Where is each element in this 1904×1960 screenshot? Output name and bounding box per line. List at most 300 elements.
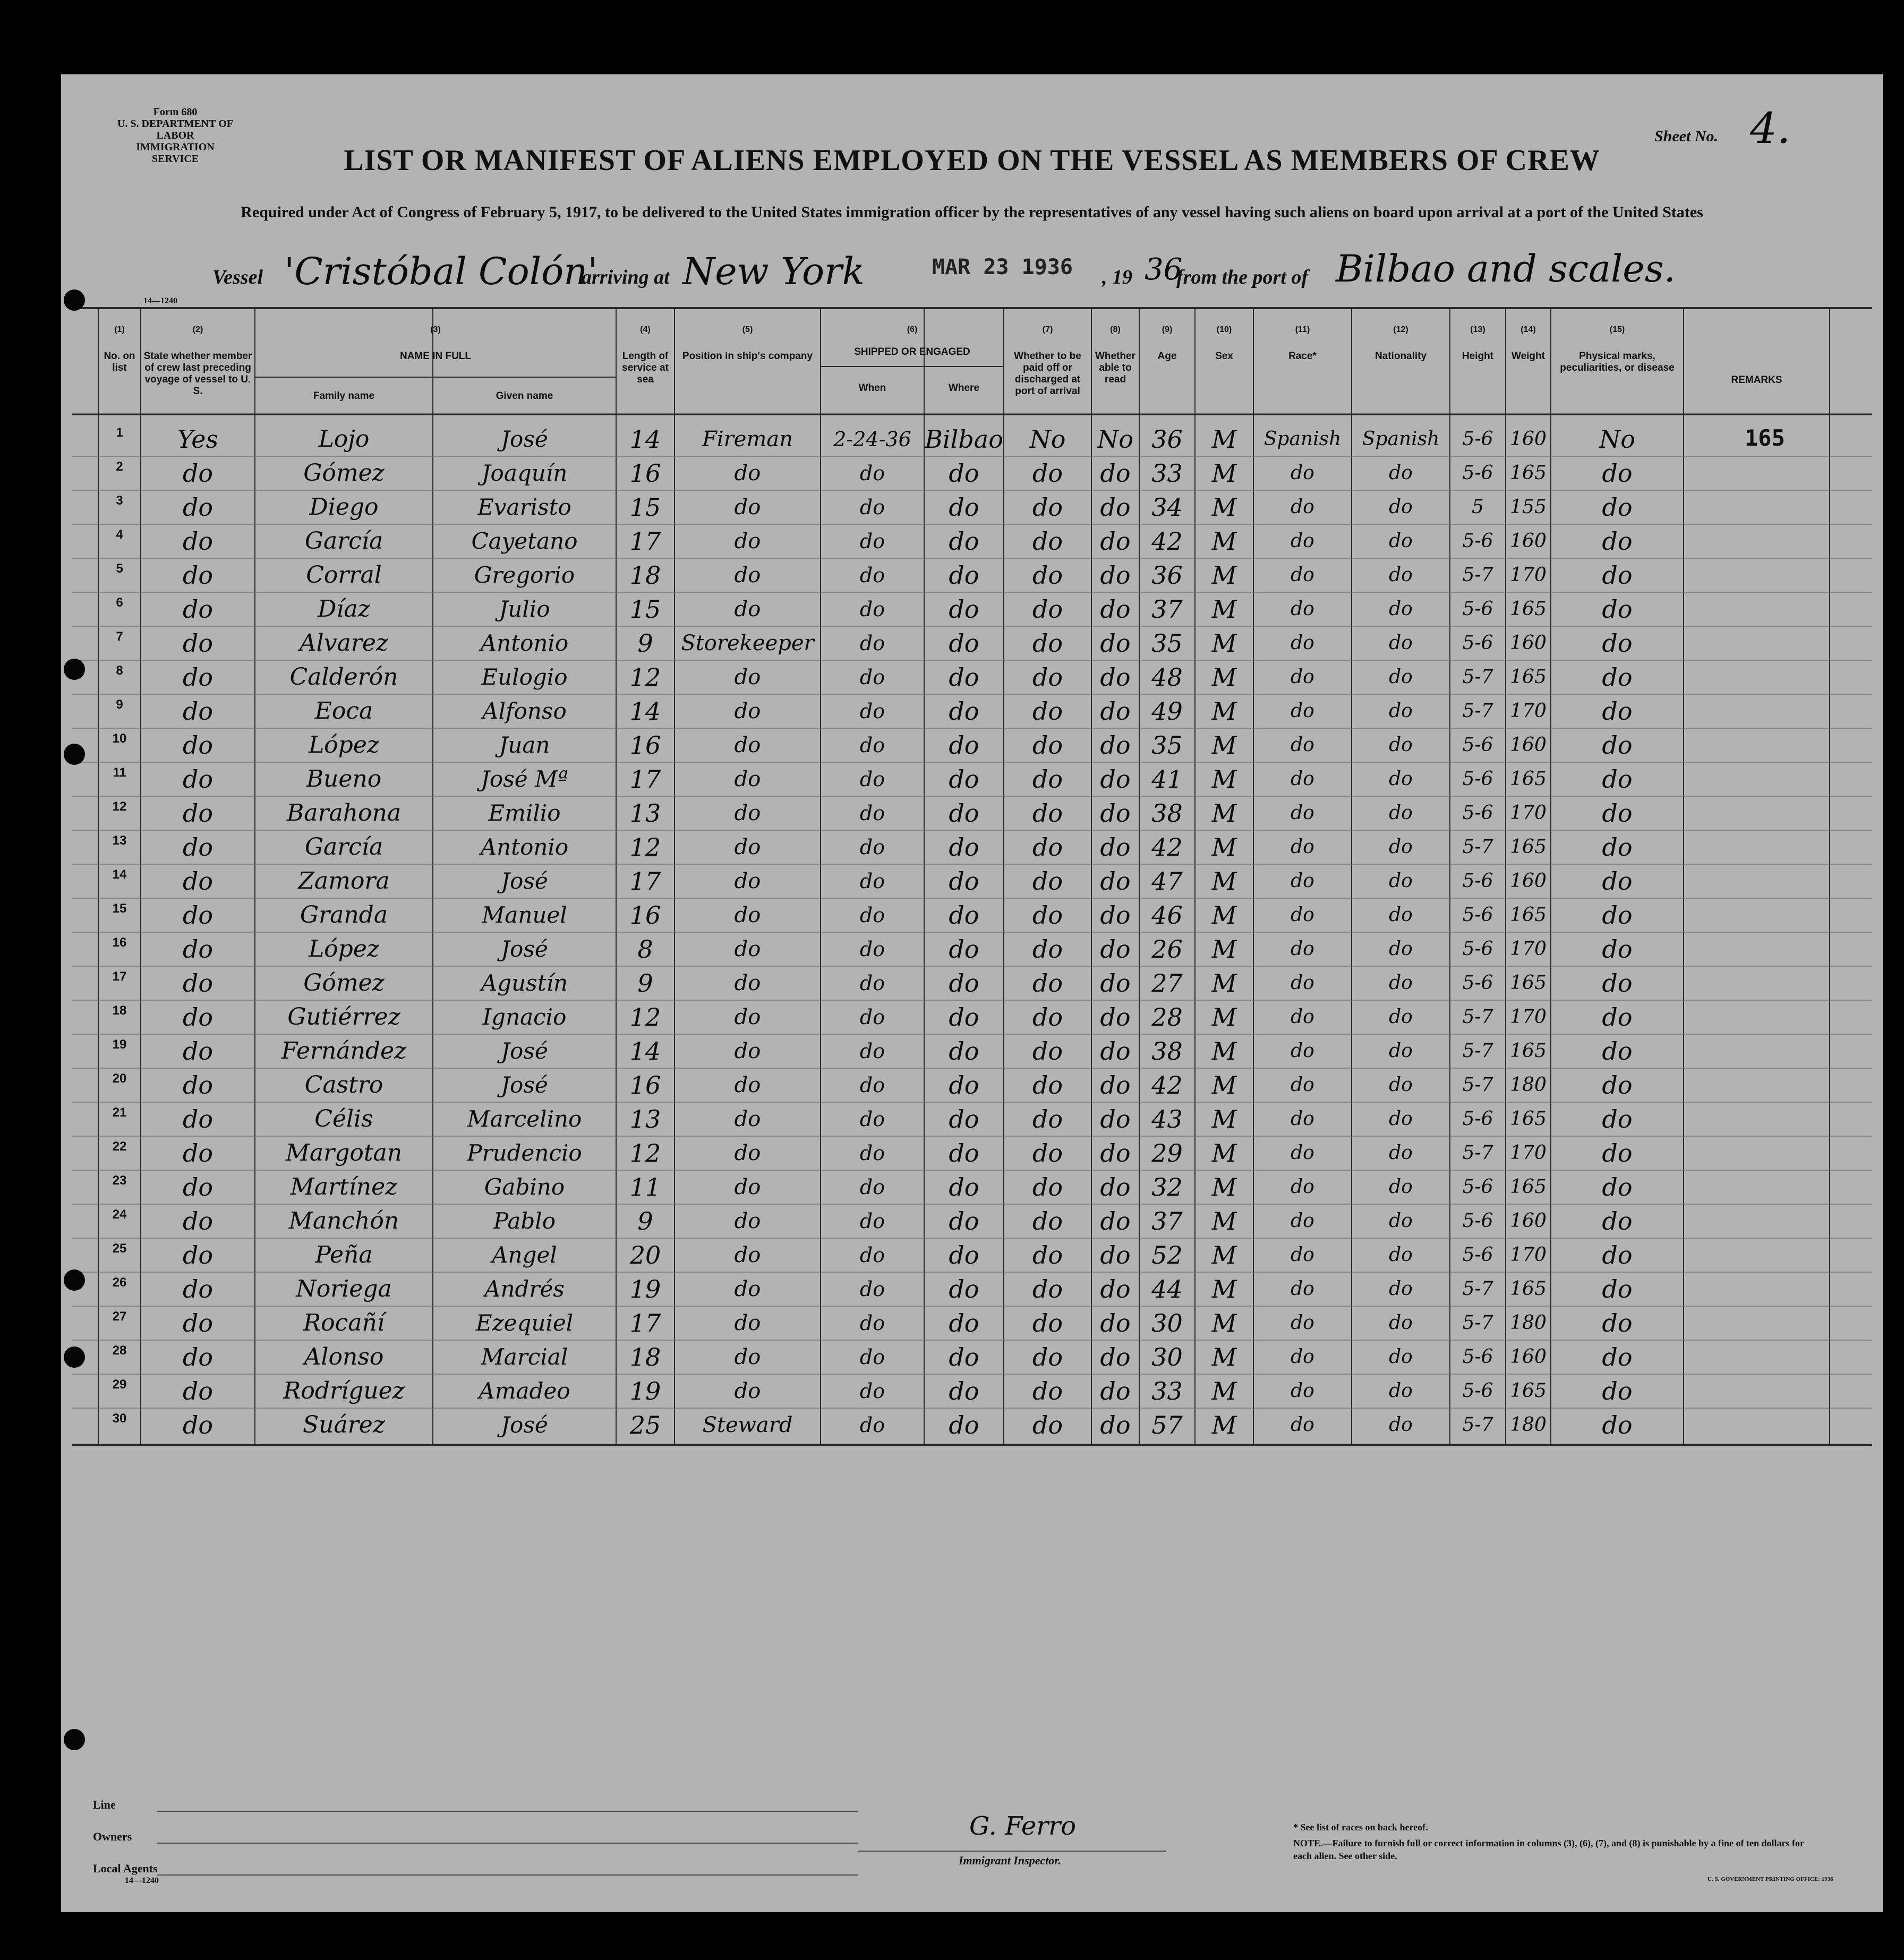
cell-read: do bbox=[1100, 595, 1131, 624]
service-name: IMMIGRATION SERVICE bbox=[136, 141, 215, 165]
arriving-label: arriving at bbox=[582, 266, 670, 288]
cell-service: 14 bbox=[629, 425, 661, 454]
cell-age: 35 bbox=[1151, 629, 1183, 658]
cell-family: Díaz bbox=[318, 595, 370, 623]
printer-note: U. S. GOVERNMENT PRINTING OFFICE: 1936 bbox=[1707, 1876, 1833, 1882]
cell-nationality: do bbox=[1389, 700, 1413, 722]
column-where-label: Where bbox=[948, 382, 980, 394]
cell-nationality: do bbox=[1389, 1380, 1413, 1402]
cell-family: Rodríguez bbox=[283, 1377, 405, 1404]
cell-service: 15 bbox=[629, 595, 661, 624]
cell-prev: do bbox=[182, 697, 214, 726]
cell-weight: 170 bbox=[1510, 564, 1547, 586]
cell-height: 5-7 bbox=[1462, 836, 1493, 858]
page-subtitle: Required under Act of Congress of February 5, 1917, to be delivered to the United States immigration officer by the representatives of any vessel having such aliens on board upon arrival at a port of the United States bbox=[241, 203, 1703, 221]
cell-paid: do bbox=[1032, 1377, 1063, 1405]
cell-service: 19 bbox=[629, 1275, 661, 1303]
column-c5-number: (5) bbox=[742, 325, 753, 334]
cell-given: Ezequiel bbox=[475, 1310, 574, 1336]
row-number: 14 bbox=[112, 867, 127, 882]
cell-age: 38 bbox=[1151, 1037, 1183, 1066]
cell-height: 5-7 bbox=[1462, 1074, 1493, 1096]
cell-nationality: do bbox=[1389, 598, 1413, 620]
cell-service: 16 bbox=[629, 901, 661, 930]
cell-weight: 165 bbox=[1510, 904, 1547, 926]
column-c7-number: (7) bbox=[1042, 325, 1053, 334]
cell-race: do bbox=[1291, 700, 1314, 722]
cell-height: 5-6 bbox=[1462, 462, 1493, 484]
form-code: 14—1240 bbox=[143, 296, 177, 305]
cell-race: do bbox=[1291, 530, 1314, 552]
row-number: 6 bbox=[116, 595, 123, 610]
cell-age: 42 bbox=[1151, 527, 1183, 556]
cell-where: do bbox=[949, 799, 979, 828]
row-number: 5 bbox=[116, 561, 123, 576]
cell-sex: M bbox=[1211, 765, 1237, 794]
cell-prev: do bbox=[182, 1207, 214, 1235]
cell-height: 5-6 bbox=[1462, 904, 1493, 926]
cell-given: Marcelino bbox=[467, 1106, 582, 1132]
cell-weight: 170 bbox=[1510, 938, 1547, 960]
cell-family: Diego bbox=[309, 493, 379, 521]
cell-service: 18 bbox=[629, 1343, 661, 1371]
cell-paid: do bbox=[1032, 833, 1063, 862]
cell-paid: do bbox=[1032, 1309, 1063, 1337]
cell-family: Peña bbox=[315, 1241, 373, 1268]
cell-where: do bbox=[949, 1173, 979, 1201]
cell-when: do bbox=[859, 1209, 885, 1233]
cell-position: do bbox=[734, 1379, 761, 1403]
cell-sex: M bbox=[1211, 1105, 1237, 1134]
cell-nationality: do bbox=[1389, 1346, 1413, 1368]
cell-race: do bbox=[1291, 870, 1314, 892]
cell-weight: 165 bbox=[1510, 1176, 1547, 1198]
cell-weight: 165 bbox=[1510, 836, 1547, 858]
cell-marks: do bbox=[1602, 969, 1633, 998]
cell-given: José bbox=[501, 936, 548, 962]
cell-nationality: do bbox=[1389, 1278, 1413, 1300]
cell-race: do bbox=[1291, 496, 1314, 518]
cell-service: 17 bbox=[629, 867, 661, 896]
cell-sex: M bbox=[1211, 527, 1237, 556]
row-number: 7 bbox=[116, 629, 123, 644]
cell-prev: do bbox=[182, 629, 214, 658]
cell-when: do bbox=[859, 564, 885, 587]
cell-paid: do bbox=[1032, 1241, 1063, 1269]
cell-family: Eoca bbox=[314, 697, 373, 725]
cell-race: do bbox=[1291, 972, 1314, 994]
row-number: 8 bbox=[116, 663, 123, 678]
cell-position: do bbox=[734, 1277, 761, 1301]
cell-nationality: do bbox=[1389, 768, 1413, 790]
cell-weight: 160 bbox=[1510, 1346, 1547, 1368]
cell-prev: do bbox=[182, 935, 214, 964]
cell-when: do bbox=[859, 1039, 885, 1063]
cell-paid: do bbox=[1032, 1139, 1063, 1168]
row-number: 23 bbox=[112, 1173, 127, 1188]
cell-given: Angel bbox=[492, 1242, 557, 1268]
sheet-number: 4. bbox=[1750, 104, 1791, 153]
cell-race: Spanish bbox=[1263, 428, 1342, 450]
cell-prev: Yes bbox=[177, 425, 219, 454]
cell-when: do bbox=[859, 666, 885, 689]
cell-where: do bbox=[949, 833, 979, 862]
cell-read: do bbox=[1100, 1173, 1131, 1201]
cell-age: 37 bbox=[1151, 1207, 1183, 1235]
cell-height: 5-6 bbox=[1462, 938, 1493, 960]
cell-prev: do bbox=[182, 833, 214, 862]
cell-position: do bbox=[734, 1209, 761, 1233]
cell-weight: 180 bbox=[1510, 1414, 1547, 1436]
cell-age: 46 bbox=[1151, 901, 1183, 930]
cell-marks: do bbox=[1602, 1003, 1633, 1032]
row-number: 27 bbox=[112, 1309, 127, 1324]
cell-service: 15 bbox=[629, 493, 661, 522]
cell-paid: do bbox=[1032, 1275, 1063, 1303]
local-agents-label: Local Agents bbox=[93, 1862, 158, 1875]
row-number: 9 bbox=[116, 697, 123, 712]
cell-where: do bbox=[949, 459, 979, 488]
cell-sex: M bbox=[1211, 459, 1237, 488]
column-c13-number: (13) bbox=[1470, 325, 1485, 334]
column-c11-label: Race* bbox=[1288, 351, 1317, 362]
cell-family: Corral bbox=[306, 561, 382, 589]
cell-given: Gabino bbox=[484, 1174, 565, 1200]
cell-service: 19 bbox=[629, 1377, 661, 1405]
cell-age: 47 bbox=[1151, 867, 1183, 896]
cell-when: do bbox=[859, 768, 885, 791]
cell-prev: do bbox=[182, 1343, 214, 1371]
cell-when: do bbox=[859, 496, 885, 519]
cell-nationality: do bbox=[1389, 972, 1413, 994]
cell-prev: do bbox=[182, 901, 214, 930]
column-shipped-label: SHIPPED OR ENGAGED bbox=[854, 346, 970, 357]
cell-age: 43 bbox=[1151, 1105, 1183, 1134]
cell-read: do bbox=[1100, 1377, 1131, 1405]
cell-where: do bbox=[949, 1071, 979, 1100]
column-c14-label: Weight bbox=[1512, 351, 1545, 362]
cell-family: Lojo bbox=[318, 425, 370, 453]
cell-race: do bbox=[1291, 598, 1314, 620]
column-c11-number: (11) bbox=[1295, 325, 1310, 334]
cell-service: 16 bbox=[629, 459, 661, 488]
cell-height: 5-6 bbox=[1462, 768, 1493, 790]
cell-given: José bbox=[501, 426, 548, 452]
cell-when: do bbox=[859, 1141, 885, 1165]
cell-race: do bbox=[1291, 1244, 1314, 1266]
cell-prev: do bbox=[182, 1275, 214, 1303]
cell-race: do bbox=[1291, 462, 1314, 484]
cell-nationality: do bbox=[1389, 1108, 1413, 1130]
cell-marks: do bbox=[1602, 629, 1633, 658]
cell-weight: 165 bbox=[1510, 972, 1547, 994]
cell-given: Emilio bbox=[488, 800, 561, 826]
cell-given: Antonio bbox=[480, 834, 569, 860]
cell-position: do bbox=[734, 495, 761, 519]
cell-marks: do bbox=[1602, 1343, 1633, 1371]
cell-where: do bbox=[949, 1343, 979, 1371]
cell-read: No bbox=[1097, 425, 1133, 454]
cell-when: do bbox=[859, 1175, 885, 1199]
cell-when: do bbox=[859, 1073, 885, 1097]
cell-given: Marcial bbox=[481, 1344, 568, 1370]
cell-service: 17 bbox=[629, 765, 661, 794]
cell-read: do bbox=[1100, 493, 1131, 522]
cell-marks: do bbox=[1602, 1037, 1633, 1066]
cell-given: Agustín bbox=[481, 970, 568, 996]
cell-position: do bbox=[734, 1175, 761, 1199]
cell-family: Suárez bbox=[303, 1411, 385, 1438]
page-title: LIST OR MANIFEST OF ALIENS EMPLOYED ON THE VESSEL AS MEMBERS OF CREW bbox=[344, 144, 1600, 177]
cell-paid: do bbox=[1032, 1173, 1063, 1201]
cell-read: do bbox=[1100, 527, 1131, 556]
inspector-label: Immigrant Inspector. bbox=[959, 1854, 1062, 1867]
cell-service: 20 bbox=[629, 1241, 661, 1269]
cell-paid: do bbox=[1032, 527, 1063, 556]
cell-service: 17 bbox=[629, 527, 661, 556]
cell-sex: M bbox=[1211, 1003, 1237, 1032]
cell-read: do bbox=[1100, 969, 1131, 998]
cell-age: 52 bbox=[1151, 1241, 1183, 1269]
cell-height: 5-7 bbox=[1462, 700, 1493, 722]
cell-position: Storekeeper bbox=[681, 631, 814, 655]
cell-prev: do bbox=[182, 1003, 214, 1032]
remarks-mark: 165 bbox=[1745, 425, 1785, 451]
cell-height: 5-6 bbox=[1462, 870, 1493, 892]
cell-where: do bbox=[949, 1275, 979, 1303]
cell-nationality: do bbox=[1389, 564, 1413, 586]
row-number: 28 bbox=[112, 1343, 127, 1358]
cell-where: do bbox=[949, 731, 979, 760]
cell-marks: do bbox=[1602, 799, 1633, 828]
cell-read: do bbox=[1100, 901, 1131, 930]
cell-age: 36 bbox=[1151, 425, 1183, 454]
cell-weight: 170 bbox=[1510, 700, 1547, 722]
cell-age: 28 bbox=[1151, 1003, 1183, 1032]
cell-race: do bbox=[1291, 1346, 1314, 1368]
cell-race: do bbox=[1291, 734, 1314, 756]
cell-nationality: do bbox=[1389, 938, 1413, 960]
cell-height: 5-6 bbox=[1462, 1210, 1493, 1232]
cell-paid: do bbox=[1032, 561, 1063, 590]
cell-nationality: do bbox=[1389, 1210, 1413, 1232]
cell-height: 5-7 bbox=[1462, 1006, 1493, 1028]
cell-read: do bbox=[1100, 697, 1131, 726]
cell-weight: 160 bbox=[1510, 632, 1547, 654]
column-c4-number: (4) bbox=[640, 325, 651, 334]
cell-height: 5-6 bbox=[1462, 1346, 1493, 1368]
cell-prev: do bbox=[182, 765, 214, 794]
cell-nationality: Spanish bbox=[1362, 428, 1440, 450]
row-number: 18 bbox=[112, 1003, 127, 1018]
cell-age: 36 bbox=[1151, 561, 1183, 590]
column-c9-label: Age bbox=[1157, 351, 1177, 362]
cell-race: do bbox=[1291, 1074, 1314, 1096]
cell-given: Prudencio bbox=[467, 1140, 582, 1166]
cell-sex: M bbox=[1211, 425, 1237, 454]
cell-read: do bbox=[1100, 1411, 1131, 1439]
cell-service: 13 bbox=[629, 799, 661, 828]
cell-sex: M bbox=[1211, 595, 1237, 624]
cell-age: 30 bbox=[1151, 1309, 1183, 1337]
cell-marks: do bbox=[1602, 1105, 1633, 1134]
cell-sex: M bbox=[1211, 1139, 1237, 1168]
cell-when: do bbox=[859, 836, 885, 859]
cell-prev: do bbox=[182, 1377, 214, 1405]
binder-hole bbox=[64, 1347, 85, 1368]
column-c2-number: (2) bbox=[192, 325, 203, 334]
cell-when: 2-24-36 bbox=[833, 428, 911, 451]
cell-read: do bbox=[1100, 663, 1131, 692]
cell-prev: do bbox=[182, 527, 214, 556]
cell-weight: 165 bbox=[1510, 598, 1547, 620]
cell-family: Barahona bbox=[286, 799, 402, 826]
cell-paid: do bbox=[1032, 969, 1063, 998]
cell-paid: do bbox=[1032, 1037, 1063, 1066]
cell-paid: do bbox=[1032, 765, 1063, 794]
cell-marks: No bbox=[1599, 425, 1635, 454]
cell-sex: M bbox=[1211, 1343, 1237, 1371]
cell-when: do bbox=[859, 632, 885, 655]
cell-read: do bbox=[1100, 765, 1131, 794]
cell-marks: do bbox=[1602, 1275, 1633, 1303]
cell-read: do bbox=[1100, 799, 1131, 828]
cell-when: do bbox=[859, 598, 885, 621]
cell-prev: do bbox=[182, 799, 214, 828]
cell-position: do bbox=[734, 563, 761, 587]
cell-position: do bbox=[734, 597, 761, 621]
cell-service: 25 bbox=[629, 1411, 661, 1439]
cell-when: do bbox=[859, 462, 885, 485]
binder-hole bbox=[64, 1729, 85, 1750]
cell-position: do bbox=[734, 971, 761, 995]
column-c15-number: (15) bbox=[1609, 325, 1625, 334]
cell-when: do bbox=[859, 802, 885, 825]
cell-sex: M bbox=[1211, 1071, 1237, 1100]
column-c6-number: (6) bbox=[907, 325, 918, 334]
cell-position: do bbox=[734, 801, 761, 825]
cell-position: do bbox=[734, 1243, 761, 1267]
cell-where: do bbox=[949, 1003, 979, 1032]
column-c12-label: Nationality bbox=[1374, 351, 1427, 362]
cell-given: Andrés bbox=[484, 1276, 565, 1302]
cell-prev: do bbox=[182, 595, 214, 624]
from-port-label: from the port of bbox=[1176, 266, 1309, 288]
cell-position: Steward bbox=[702, 1413, 793, 1437]
row-number: 29 bbox=[112, 1377, 127, 1392]
cell-nationality: do bbox=[1389, 530, 1413, 552]
column-c8-label: Whether able to read bbox=[1095, 351, 1135, 385]
cell-where: do bbox=[949, 901, 979, 930]
cell-age: 32 bbox=[1151, 1173, 1183, 1201]
cell-family: Martínez bbox=[290, 1173, 398, 1200]
cell-family: Fernández bbox=[281, 1037, 407, 1064]
cell-where: do bbox=[949, 663, 979, 692]
cell-position: do bbox=[734, 1141, 761, 1165]
cell-height: 5-7 bbox=[1462, 564, 1493, 586]
cell-age: 30 bbox=[1151, 1343, 1183, 1371]
cell-weight: 180 bbox=[1510, 1074, 1547, 1096]
cell-paid: do bbox=[1032, 731, 1063, 760]
cell-weight: 180 bbox=[1510, 1312, 1547, 1334]
cell-family: López bbox=[308, 935, 380, 962]
cell-prev: do bbox=[182, 969, 214, 998]
cell-prev: do bbox=[182, 1037, 214, 1066]
cell-read: do bbox=[1100, 1037, 1131, 1066]
cell-nationality: do bbox=[1389, 1006, 1413, 1028]
cell-age: 42 bbox=[1151, 1071, 1183, 1100]
cell-nationality: do bbox=[1389, 904, 1413, 926]
cell-weight: 165 bbox=[1510, 1278, 1547, 1300]
cell-service: 12 bbox=[629, 833, 661, 862]
cell-height: 5-7 bbox=[1462, 1414, 1493, 1436]
cell-race: do bbox=[1291, 1414, 1314, 1436]
cell-paid: No bbox=[1029, 425, 1066, 454]
cell-race: do bbox=[1291, 1142, 1314, 1164]
cell-sex: M bbox=[1211, 1275, 1237, 1303]
cell-family: García bbox=[304, 527, 383, 555]
cell-sex: M bbox=[1211, 833, 1237, 862]
cell-where: do bbox=[949, 1105, 979, 1134]
row-number: 3 bbox=[116, 493, 123, 508]
cell-age: 27 bbox=[1151, 969, 1183, 998]
column-family-name-label: Family name bbox=[313, 390, 375, 402]
cell-sex: M bbox=[1211, 935, 1237, 964]
cell-age: 49 bbox=[1151, 697, 1183, 726]
cell-service: 9 bbox=[637, 629, 653, 658]
cell-read: do bbox=[1100, 1139, 1131, 1168]
cell-marks: do bbox=[1602, 1173, 1633, 1201]
cell-height: 5-6 bbox=[1462, 734, 1493, 756]
cell-where: do bbox=[949, 629, 979, 658]
cell-marks: do bbox=[1602, 867, 1633, 896]
row-number: 2 bbox=[116, 459, 123, 474]
cell-when: do bbox=[859, 1107, 885, 1131]
cell-nationality: do bbox=[1389, 632, 1413, 654]
row-number: 11 bbox=[113, 765, 126, 780]
cell-age: 41 bbox=[1151, 765, 1183, 794]
cell-where: do bbox=[949, 1377, 979, 1405]
cell-weight: 160 bbox=[1510, 870, 1547, 892]
cell-paid: do bbox=[1032, 1105, 1063, 1134]
cell-race: do bbox=[1291, 564, 1314, 586]
cell-when: do bbox=[859, 734, 885, 757]
cell-read: do bbox=[1100, 935, 1131, 964]
cell-service: 11 bbox=[629, 1173, 661, 1201]
cell-read: do bbox=[1100, 459, 1131, 488]
cell-sex: M bbox=[1211, 731, 1237, 760]
cell-when: do bbox=[859, 1345, 885, 1369]
cell-paid: do bbox=[1032, 629, 1063, 658]
cell-family: Rocañí bbox=[303, 1309, 385, 1336]
cell-family: Gómez bbox=[303, 969, 385, 996]
cell-marks: do bbox=[1602, 765, 1633, 794]
cell-position: do bbox=[734, 1107, 761, 1131]
cell-where: do bbox=[949, 1207, 979, 1235]
cell-service: 16 bbox=[629, 1071, 661, 1100]
cell-service: 13 bbox=[629, 1105, 661, 1134]
row-number: 15 bbox=[112, 901, 127, 916]
cell-age: 26 bbox=[1151, 935, 1183, 964]
row-number: 21 bbox=[112, 1105, 127, 1120]
column-c10-number: (10) bbox=[1216, 325, 1232, 334]
cell-given: José bbox=[501, 1072, 548, 1098]
arrival-port: New York bbox=[682, 250, 865, 293]
cell-weight: 170 bbox=[1510, 1142, 1547, 1164]
cell-weight: 165 bbox=[1510, 462, 1547, 484]
cell-when: do bbox=[859, 870, 885, 893]
cell-given: Ignacio bbox=[482, 1004, 567, 1030]
